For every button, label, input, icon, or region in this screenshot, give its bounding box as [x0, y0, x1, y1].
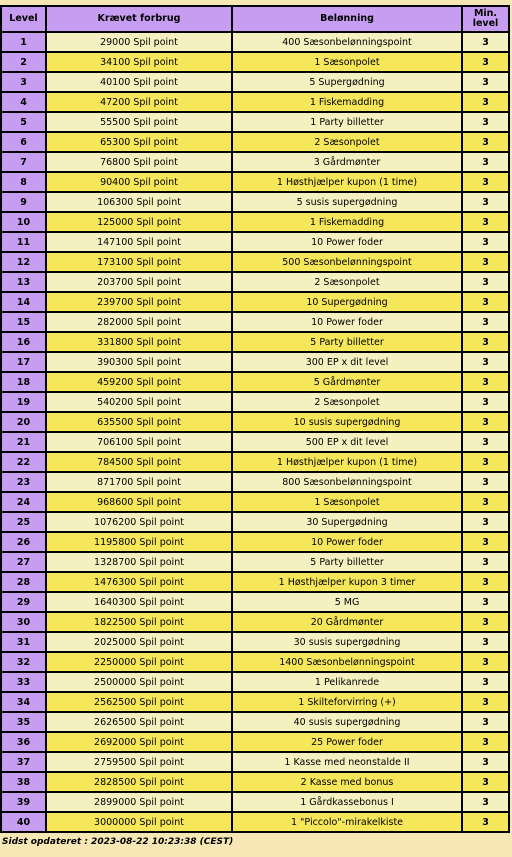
min-level-cell: 3: [463, 613, 508, 631]
required-cell: 173100 Spil point: [47, 253, 231, 271]
min-level-cell: 3: [463, 533, 508, 551]
required-cell: 871700 Spil point: [47, 473, 231, 491]
level-cell: 8: [2, 173, 45, 191]
table-row: [2, 193, 508, 211]
table-row: [2, 813, 508, 831]
table-row: [2, 793, 508, 811]
min-level-cell: 3: [463, 493, 508, 511]
required-cell: 65300 Spil point: [47, 133, 231, 151]
required-cell: 40100 Spil point: [47, 73, 231, 91]
required-cell: 968600 Spil point: [47, 493, 231, 511]
required-cell: 2759500 Spil point: [47, 753, 231, 771]
reward-cell: 1 Skilteforvirring (+): [233, 693, 461, 711]
level-cell: 16: [2, 333, 45, 351]
required-cell: 2025000 Spil point: [47, 633, 231, 651]
header-required: Krævet forbrug: [47, 7, 231, 31]
table-row: [2, 633, 508, 651]
required-cell: 2828500 Spil point: [47, 773, 231, 791]
level-cell: 5: [2, 113, 45, 131]
level-cell: 1: [2, 33, 45, 51]
table-row: [2, 653, 508, 671]
reward-cell: 500 EP x dit level: [233, 433, 461, 451]
required-cell: 3000000 Spil point: [47, 813, 231, 831]
table-row: [2, 373, 508, 391]
required-cell: 1328700 Spil point: [47, 553, 231, 571]
required-cell: 76800 Spil point: [47, 153, 231, 171]
level-cell: 19: [2, 393, 45, 411]
level-cell: 10: [2, 213, 45, 231]
header-min-level: Min. level: [463, 7, 508, 31]
min-level-cell: 3: [463, 673, 508, 691]
table-row: [2, 273, 508, 291]
level-cell: 24: [2, 493, 45, 511]
level-cell: 20: [2, 413, 45, 431]
required-cell: 1076200 Spil point: [47, 513, 231, 531]
required-cell: 1476300 Spil point: [47, 573, 231, 591]
reward-cell: 10 Power foder: [233, 313, 461, 331]
reward-cell: 5 Party billetter: [233, 333, 461, 351]
min-level-cell: 3: [463, 73, 508, 91]
level-cell: 2: [2, 53, 45, 71]
reward-cell: 500 Sæsonbelønningspoint: [233, 253, 461, 271]
reward-cell: 1 "Piccolo"-mirakelkiste: [233, 813, 461, 831]
required-cell: 540200 Spil point: [47, 393, 231, 411]
min-level-cell: 3: [463, 113, 508, 131]
level-cell: 3: [2, 73, 45, 91]
table-row: [2, 673, 508, 691]
reward-cell: 5 Gårdmønter: [233, 373, 461, 391]
table-row: [2, 533, 508, 551]
min-level-cell: 3: [463, 253, 508, 271]
reward-cell: 1 Høsthjælper kupon (1 time): [233, 453, 461, 471]
table-row: [2, 713, 508, 731]
reward-cell: 2 Sæsonpolet: [233, 393, 461, 411]
min-level-cell: 3: [463, 133, 508, 151]
level-cell: 11: [2, 233, 45, 251]
min-level-cell: 3: [463, 353, 508, 371]
min-level-cell: 3: [463, 153, 508, 171]
table-row: [2, 213, 508, 231]
required-cell: 34100 Spil point: [47, 53, 231, 71]
level-cell: 25: [2, 513, 45, 531]
table-row: [2, 773, 508, 791]
level-cell: 15: [2, 313, 45, 331]
level-cell: 7: [2, 153, 45, 171]
reward-cell: 1400 Sæsonbelønningspoint: [233, 653, 461, 671]
reward-cell: 1 Sæsonpolet: [233, 53, 461, 71]
table-row: [2, 753, 508, 771]
header-reward: Belønning: [233, 7, 461, 31]
reward-cell: 5 Supergødning: [233, 73, 461, 91]
reward-cell: 400 Sæsonbelønningspoint: [233, 33, 461, 51]
level-cell: 38: [2, 773, 45, 791]
required-cell: 459200 Spil point: [47, 373, 231, 391]
table-row: [2, 613, 508, 631]
reward-cell: 2 Kasse med bonus: [233, 773, 461, 791]
min-level-cell: 3: [463, 593, 508, 611]
reward-cell: 1 Sæsonpolet: [233, 493, 461, 511]
level-cell: 17: [2, 353, 45, 371]
table-row: [2, 413, 508, 431]
reward-cell: 1 Party billetter: [233, 113, 461, 131]
required-cell: 90400 Spil point: [47, 173, 231, 191]
required-cell: 390300 Spil point: [47, 353, 231, 371]
reward-cell: 1 Kasse med neonstalde II: [233, 753, 461, 771]
required-cell: 125000 Spil point: [47, 213, 231, 231]
min-level-cell: 3: [463, 513, 508, 531]
level-cell: 13: [2, 273, 45, 291]
reward-cell: 2 Sæsonpolet: [233, 273, 461, 291]
table-row: [2, 73, 508, 91]
level-cell: 30: [2, 613, 45, 631]
required-cell: 2692000 Spil point: [47, 733, 231, 751]
table-row: [2, 393, 508, 411]
min-level-cell: 3: [463, 713, 508, 731]
min-level-cell: 3: [463, 773, 508, 791]
table-row: [2, 333, 508, 351]
reward-cell: 300 EP x dit level: [233, 353, 461, 371]
table-row: [2, 53, 508, 71]
reward-cell: 800 Sæsonbelønningspoint: [233, 473, 461, 491]
table-row: [2, 33, 508, 51]
level-cell: 28: [2, 573, 45, 591]
min-level-cell: 3: [463, 333, 508, 351]
table-row: [2, 133, 508, 151]
level-cell: 22: [2, 453, 45, 471]
min-level-cell: 3: [463, 573, 508, 591]
header-level: Level: [2, 7, 45, 31]
table-row: [2, 573, 508, 591]
level-cell: 27: [2, 553, 45, 571]
min-level-cell: 3: [463, 393, 508, 411]
level-cell: 26: [2, 533, 45, 551]
table-row: [2, 433, 508, 451]
min-level-cell: 3: [463, 173, 508, 191]
required-cell: 1195800 Spil point: [47, 533, 231, 551]
required-cell: 106300 Spil point: [47, 193, 231, 211]
required-cell: 203700 Spil point: [47, 273, 231, 291]
min-level-cell: 3: [463, 473, 508, 491]
table-row: [2, 233, 508, 251]
level-cell: 36: [2, 733, 45, 751]
min-level-cell: 3: [463, 413, 508, 431]
table-row: [2, 253, 508, 271]
level-cell: 31: [2, 633, 45, 651]
required-cell: 1640300 Spil point: [47, 593, 231, 611]
level-cell: 40: [2, 813, 45, 831]
min-level-cell: 3: [463, 193, 508, 211]
table-header-row: [2, 7, 508, 31]
min-level-cell: 3: [463, 653, 508, 671]
table-row: [2, 453, 508, 471]
reward-cell: 25 Power foder: [233, 733, 461, 751]
level-cell: 34: [2, 693, 45, 711]
table-row: [2, 113, 508, 131]
rewards-table: [0, 5, 510, 833]
reward-cell: 10 Power foder: [233, 233, 461, 251]
required-cell: 2500000 Spil point: [47, 673, 231, 691]
required-cell: 2626500 Spil point: [47, 713, 231, 731]
required-cell: 706100 Spil point: [47, 433, 231, 451]
reward-cell: 1 Fiskemadding: [233, 213, 461, 231]
min-level-cell: 3: [463, 233, 508, 251]
level-cell: 4: [2, 93, 45, 111]
required-cell: 239700 Spil point: [47, 293, 231, 311]
level-cell: 23: [2, 473, 45, 491]
level-cell: 12: [2, 253, 45, 271]
required-cell: 784500 Spil point: [47, 453, 231, 471]
level-cell: 35: [2, 713, 45, 731]
table-row: [2, 173, 508, 191]
level-cell: 18: [2, 373, 45, 391]
table-row: [2, 733, 508, 751]
reward-cell: 1 Gårdkassebonus I: [233, 793, 461, 811]
reward-cell: 5 susis supergødning: [233, 193, 461, 211]
level-cell: 32: [2, 653, 45, 671]
table-row: [2, 693, 508, 711]
reward-cell: 1 Fiskemadding: [233, 93, 461, 111]
min-level-cell: 3: [463, 733, 508, 751]
level-cell: 37: [2, 753, 45, 771]
required-cell: 29000 Spil point: [47, 33, 231, 51]
table-row: [2, 473, 508, 491]
reward-cell: 30 susis supergødning: [233, 633, 461, 651]
table-row: [2, 553, 508, 571]
min-level-cell: 3: [463, 273, 508, 291]
required-cell: 282000 Spil point: [47, 313, 231, 331]
reward-cell: 5 MG: [233, 593, 461, 611]
table-row: [2, 493, 508, 511]
min-level-cell: 3: [463, 313, 508, 331]
reward-cell: 30 Supergødning: [233, 513, 461, 531]
min-level-cell: 3: [463, 93, 508, 111]
table-row: [2, 593, 508, 611]
min-level-cell: 3: [463, 693, 508, 711]
reward-cell: 3 Gårdmønter: [233, 153, 461, 171]
level-cell: 21: [2, 433, 45, 451]
reward-cell: 1 Pelikanrede: [233, 673, 461, 691]
required-cell: 1822500 Spil point: [47, 613, 231, 631]
min-level-cell: 3: [463, 793, 508, 811]
table-row: [2, 293, 508, 311]
table-row: [2, 513, 508, 531]
reward-cell: 40 susis supergødning: [233, 713, 461, 731]
reward-cell: 5 Party billetter: [233, 553, 461, 571]
required-cell: 331800 Spil point: [47, 333, 231, 351]
required-cell: 55500 Spil point: [47, 113, 231, 131]
reward-cell: 10 Supergødning: [233, 293, 461, 311]
required-cell: 47200 Spil point: [47, 93, 231, 111]
last-updated: Sidst opdateret : 2023-08-22 10:23:38 (CEST): [2, 837, 234, 847]
required-cell: 147100 Spil point: [47, 233, 231, 251]
table-row: [2, 153, 508, 171]
required-cell: 2562500 Spil point: [47, 693, 231, 711]
reward-cell: 10 Power foder: [233, 533, 461, 551]
required-cell: 2899000 Spil point: [47, 793, 231, 811]
min-level-cell: 3: [463, 753, 508, 771]
min-level-cell: 3: [463, 453, 508, 471]
min-level-cell: 3: [463, 293, 508, 311]
min-level-cell: 3: [463, 433, 508, 451]
min-level-cell: 3: [463, 813, 508, 831]
level-cell: 33: [2, 673, 45, 691]
table-row: [2, 313, 508, 331]
min-level-cell: 3: [463, 33, 508, 51]
table-row: [2, 93, 508, 111]
reward-cell: 1 Høsthjælper kupon 3 timer: [233, 573, 461, 591]
min-level-cell: 3: [463, 213, 508, 231]
min-level-cell: 3: [463, 633, 508, 651]
reward-cell: 10 susis supergødning: [233, 413, 461, 431]
level-cell: 6: [2, 133, 45, 151]
min-level-cell: 3: [463, 53, 508, 71]
level-cell: 39: [2, 793, 45, 811]
required-cell: 2250000 Spil point: [47, 653, 231, 671]
level-cell: 29: [2, 593, 45, 611]
required-cell: 635500 Spil point: [47, 413, 231, 431]
reward-cell: 20 Gårdmønter: [233, 613, 461, 631]
min-level-cell: 3: [463, 373, 508, 391]
reward-cell: 1 Høsthjælper kupon (1 time): [233, 173, 461, 191]
level-cell: 9: [2, 193, 45, 211]
reward-cell: 2 Sæsonpolet: [233, 133, 461, 151]
table-row: [2, 353, 508, 371]
table-body: [2, 33, 508, 831]
level-cell: 14: [2, 293, 45, 311]
min-level-cell: 3: [463, 553, 508, 571]
